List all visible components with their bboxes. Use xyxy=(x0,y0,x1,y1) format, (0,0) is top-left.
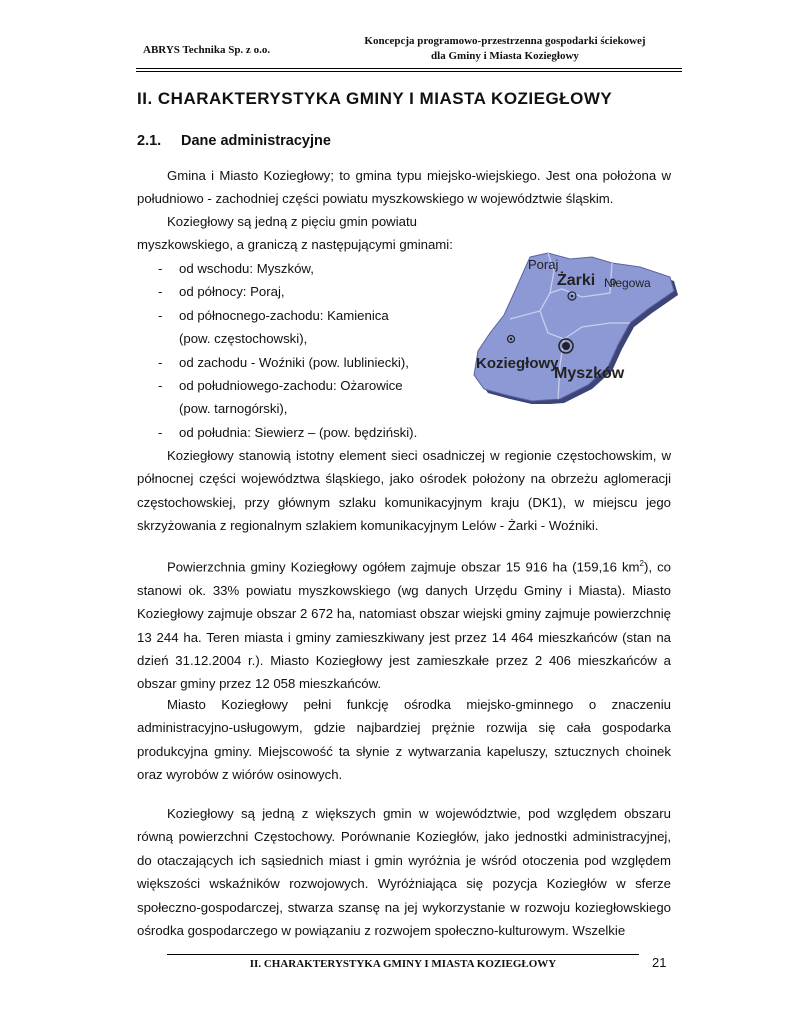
paragraph-area xyxy=(137,552,671,696)
header-rule-top xyxy=(136,68,682,69)
paragraph-settlement: Koziegłowy stanowią istotny element sieci osadniczej w regionie częstochowskim, w północnej części województwa śląskiego, jako ośrodek położony na obrzeżu aglomeracji częstochowskiej, przy głównym szlaku komunikacyjnym kraju (DK1), w miejscu jego skrzyżowania z regionalnym szlakiem komunikacyjnym Lelów - Żarki - Woźniki. xyxy=(137,448,671,534)
county-map xyxy=(470,249,680,404)
map-label-zarki: Żarki xyxy=(557,272,596,289)
list-item-continuation: (pow. częstochowski), xyxy=(179,331,308,347)
paragraph-area-part2: ), co stanowi ok. 33% powiatu myszkowskiego (wg danych Urzędu Gminy i Miasta). Miasto Koziegłowy zajmuje obszar 2 672 ha, natomiast obszar wiejski gminy zajmuje powierzchnię 13 244 ha. Teren miasta i gminy zamieszkiwany jest przez 14 464 mieszkańców (stan na dzień 31.12.2004 r.). Miasto Koziegłowy jest zamieszkałe przez 2 406 mieszkańców a obszar gminy przez 12 058 mieszkańców. xyxy=(137,559,671,692)
header-title-line2: dla Gminy i Miasta Koziegłowy xyxy=(431,50,579,62)
list-item xyxy=(137,351,467,374)
page-number: 21 xyxy=(652,955,667,970)
list-dash: - xyxy=(158,378,163,394)
header-document-title xyxy=(330,34,680,64)
list-dash: - xyxy=(158,284,163,300)
paragraph-comparison: Koziegłowy są jedną z większych gmin w województwie, pod względem obszaru równą powierzchni Częstochowy. Porównanie Koziegłów, jako jednostki administracyjnej, do otaczających ich sąsiednich miast i gmin wyróżnia je wśród otoczenia pod względem większości wskaźników rozwojowych. Wyróżniająca się pozycja Koziegłów w sferze społeczno-gospodarczej, stwarza szansę na jej wykorzystanie w rozwoju koziegłowskiego ośrodka gospodarczego w powiązaniu z rozwojem społeczno-kulturowym. Wszelkie xyxy=(137,806,671,939)
neighbors-list xyxy=(137,257,467,444)
list-item-text: od północnego-zachodu: Kamienica xyxy=(179,307,389,323)
list-item-text: od północy: Poraj, xyxy=(179,284,285,300)
section-heading xyxy=(137,133,331,149)
paragraph-neighbors-intro: Koziegłowy są jedną z pięciu gmin powiatu myszkowskiego, a graniczą z następującymi gminami: xyxy=(137,214,453,253)
list-item-text: od zachodu - Woźniki (pow. lubliniecki), xyxy=(179,354,409,370)
map-label-niegowa: Niegowa xyxy=(604,276,651,290)
header-title-line1: Koncepcja programowo-przestrzenna gospodarki ściekowej xyxy=(364,35,646,47)
map-label-koziegLowy: Koziegłowy xyxy=(476,355,559,372)
superscript-2: 2 xyxy=(639,559,644,568)
header-company: ABRYS Technika Sp. z o.o. xyxy=(143,44,271,56)
footer-rule xyxy=(167,954,639,955)
map-label-myszkow: Myszków xyxy=(554,365,625,382)
list-item-text: od wschodu: Myszków, xyxy=(179,261,314,276)
list-dash: - xyxy=(158,261,163,276)
list-item xyxy=(137,304,467,351)
paragraph-function: Miasto Koziegłowy pełni funkcję ośrodka miejsko-gminnego o znaczeniu administracyjno-usługowym, gdzie najbardziej prężnie rozwija się cała gospodarka produkcyjna gminy. Miejscowość ta słynie z wytwarzania kapeluszy, sztucznych choinek oraz wyrobów z wiórów osinowych. xyxy=(137,697,671,783)
chapter-title: II. CHARAKTERYSTYKA GMINY I MIASTA KOZIEGŁOWY xyxy=(137,89,613,108)
list-item xyxy=(137,421,467,444)
paragraph-intro: Gmina i Miasto Koziegłowy; to gmina typu miejsko-wiejskiego. Jest ona położona w południowo - zachodniej części powiatu myszkowskiego w województwie śląskim. xyxy=(137,168,671,207)
section-number: 2.1. xyxy=(137,133,162,149)
header-rule-bottom xyxy=(136,71,682,72)
paragraph-area-part1: Powierzchnia gminy Koziegłowy ogółem zajmuje obszar 15 916 ha (159,16 km xyxy=(167,559,640,575)
list-dash: - xyxy=(158,307,163,323)
map-label-poraj: Poraj xyxy=(528,257,559,272)
list-item xyxy=(137,374,467,421)
list-item-text: od południa: Siewierz – (pow. będziński). xyxy=(179,424,418,440)
section-title: Dane administracyjne xyxy=(181,133,331,149)
list-item xyxy=(137,257,467,280)
list-item xyxy=(137,280,467,303)
list-dash: - xyxy=(158,354,163,370)
list-item-text: od południowego-zachodu: Ożarowice xyxy=(179,378,403,394)
list-item-continuation: (pow. tarnogórski), xyxy=(179,401,288,417)
list-dash: - xyxy=(158,424,163,440)
footer-title: II. CHARAKTERYSTYKA GMINY I MIASTA KOZIEGŁOWY xyxy=(249,958,557,970)
